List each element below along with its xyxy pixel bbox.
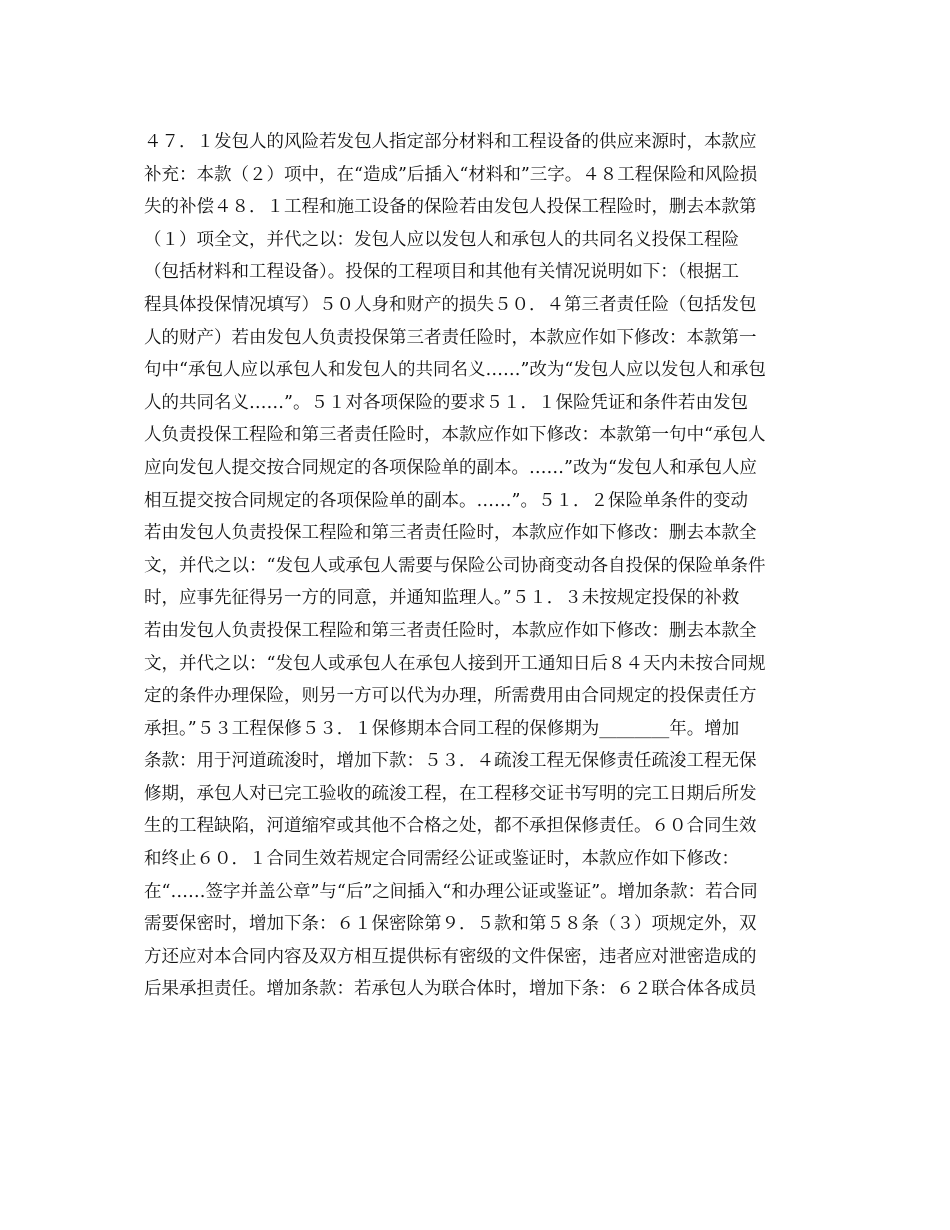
text-line: 补充：本款（２）项中，在“造成”后插入“材料和”三字。４８工程保险和风险损 [144, 164, 758, 185]
text-line: ４７．１发包人的风险若发包人指定部分材料和工程设备的供应来源时，本款应 [144, 132, 757, 152]
text-line: 需要保密时，增加下条：６１保密除第９．５款和第５８条（３）项规定外，双 [144, 914, 757, 935]
text-line: 生的工程缺陷，河道缩窄或其他不合格之处，都不承担保修责任。６０合同生效 [144, 816, 757, 837]
text-line: 条款：用于河道疏浚时，增加下款：５３．４疏浚工程无保修责任疏浚工程无保 [144, 751, 757, 772]
text-line: 若由发包人负责投保工程险和第三者责任险时，本款应作如下修改：删去本款全 [144, 523, 757, 544]
text-line: 定的条件办理保险，则另一方可以代为办理，所需费用由合同规定的投保责任方 [144, 686, 757, 707]
text-line: 方还应对本合同内容及双方相互提供标有密级的文件保密，违者应对泄密造成的 [144, 946, 757, 967]
text-line: 人负责投保工程险和第三者责任险时，本款应作如下修改：本款第一句中“承包人 [144, 425, 766, 446]
document-body [144, 126, 824, 1006]
text-line: 承担。”５３工程保修５３．１保修期本合同工程的保修期为________年。增加 [144, 718, 740, 739]
text-line: 程具体投保情况填写）５０人身和财产的损失５０．４第三者责任险（包括发包 [144, 294, 757, 315]
text-line: 若由发包人负责投保工程险和第三者责任险时，本款应作如下修改：删去本款全 [144, 620, 757, 641]
text-line: 文，并代之以：“发包人或承包人需要与保险公司协商变动各自投保的保险单条件 [144, 555, 766, 576]
text-line: 后果承担责任。增加条款：若承包人为联合体时，增加下条：６２联合体各成员 [144, 979, 757, 1000]
text-line: （包括材料和工程设备）。投保的工程项目和其他有关情况说明如下：（根据工 [144, 262, 739, 283]
text-line: 在“……签字并盖公章”与“后”之间插入“和办理公证或鉴证”。增加条款：若合同 [144, 881, 758, 902]
text-line: 时，应事先征得另一方的同意，并通知监理人。”５１．３未按规定投保的补救 [144, 588, 740, 609]
text-line: 人的财产）若由发包人负责投保第三者责任险时，本款应作如下修改：本款第一 [144, 327, 757, 348]
text-line: 句中“承包人应以承包人和发包人的共同名义……”改为“发包人应以发包人和承包 [144, 360, 766, 381]
text-line: 人的共同名义……”。５１对各项保险的要求５１．１保险凭证和条件若由发包 [144, 392, 748, 413]
text-line: （１）项全文，并代之以：发包人应以发包人和承包人的共同名义投保工程险 [144, 229, 739, 250]
text-line: 文，并代之以：“发包人或承包人在承包人接到开工通知日后８４天内未按合同规 [144, 653, 766, 674]
text-line: 修期，承包人对已完工验收的疏浚工程，在工程移交证书写明的完工日期后所发 [144, 783, 757, 804]
text-line: 相互提交按合同规定的各项保险单的副本。……”。５１．２保险单条件的变动 [144, 490, 748, 511]
text-line: 应向发包人提交按合同规定的各项保险单的副本。……”改为“发包人和承包人应 [144, 457, 757, 478]
text-line: 失的补偿４８．１工程和施工设备的保险若由发包人投保工程险时，删去本款第 [144, 197, 757, 218]
text-line: 和终止６０．１合同生效若规定合同需经公证或鉴证时，本款应作如下修改： [144, 849, 739, 870]
